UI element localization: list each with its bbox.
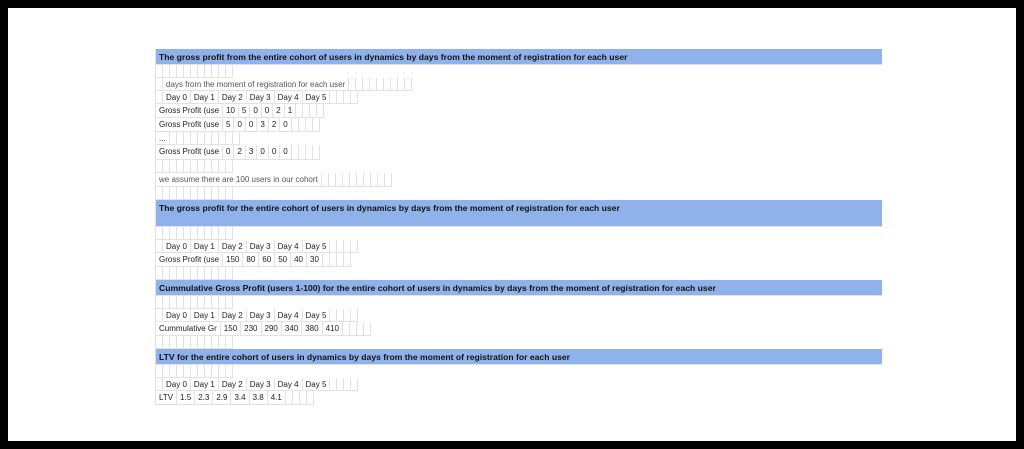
data-row <box>156 118 882 132</box>
sheet-cell[interactable] <box>198 65 205 78</box>
sheet-cell[interactable] <box>384 78 391 91</box>
section-title[interactable]: The gross profit from the entire cohort of users in dynamics by days from the moment of registration for each user <box>156 49 882 65</box>
sheet-cell[interactable] <box>205 227 212 240</box>
sheet-cell[interactable] <box>226 227 233 240</box>
sheet-cell[interactable] <box>337 253 344 267</box>
blank-row <box>156 296 882 309</box>
sheet-cell[interactable] <box>292 145 299 160</box>
sheet-cell[interactable] <box>317 104 324 118</box>
day-header-cell[interactable]: Day 3 <box>247 378 275 391</box>
sheet-cell[interactable] <box>156 309 163 322</box>
row-label[interactable]: Cummulative Gr <box>156 322 221 336</box>
sheet-cell[interactable] <box>184 336 191 349</box>
sheet-cell[interactable] <box>292 118 299 132</box>
value-cell[interactable]: 5 <box>223 118 234 132</box>
subheader-row <box>156 78 882 91</box>
sheet-cell[interactable] <box>163 365 170 378</box>
sheet-cell[interactable] <box>219 336 226 349</box>
blank-row <box>156 160 882 173</box>
value-cell[interactable] <box>205 132 212 145</box>
blank-row <box>156 65 882 78</box>
sheet-cell[interactable] <box>219 267 226 280</box>
sheet-cell[interactable] <box>226 267 233 280</box>
value-cell[interactable]: 340 <box>282 322 302 336</box>
sheet-cell[interactable] <box>405 78 412 91</box>
sheet-cell[interactable] <box>170 65 177 78</box>
sheet-cell[interactable] <box>212 336 219 349</box>
day-header-cell[interactable]: Day 2 <box>219 91 247 104</box>
sheet-cell[interactable] <box>170 160 177 173</box>
sheet-cell[interactable] <box>184 227 191 240</box>
value-cell[interactable]: 60 <box>259 253 275 267</box>
sheet-cell[interactable] <box>198 296 205 309</box>
sheet-cell[interactable] <box>226 160 233 173</box>
sheet-cell[interactable] <box>219 65 226 78</box>
sheet-cell[interactable] <box>377 78 384 91</box>
day-header-cell[interactable]: Day 5 <box>303 378 331 391</box>
value-cell[interactable]: 40 <box>291 253 307 267</box>
day-header-cell[interactable]: Day 4 <box>275 240 303 253</box>
sheet-cell[interactable] <box>307 391 314 405</box>
sheet-cell[interactable] <box>356 78 363 91</box>
sheet-cell[interactable] <box>212 187 219 200</box>
row-label[interactable]: ... <box>156 132 170 145</box>
sheet-cell[interactable] <box>212 227 219 240</box>
sheet-cell[interactable] <box>177 227 184 240</box>
data-row <box>156 104 882 118</box>
value-cell[interactable]: 2 <box>234 145 245 160</box>
day-header-cell[interactable]: Day 5 <box>303 309 331 322</box>
sheet-cell[interactable] <box>219 227 226 240</box>
sheet-cell[interactable] <box>212 132 219 145</box>
value-cell[interactable]: 0 <box>262 104 273 118</box>
sheet-cell[interactable] <box>156 378 163 391</box>
row-label[interactable]: LTV <box>156 391 177 405</box>
day-header-cell[interactable]: Day 3 <box>247 240 275 253</box>
sheet-cell[interactable] <box>191 267 198 280</box>
sheet-cell[interactable] <box>198 187 205 200</box>
sheet-cell[interactable] <box>177 65 184 78</box>
sheet-cell[interactable] <box>156 296 163 309</box>
sheet-cell[interactable] <box>344 240 351 253</box>
sheet-cell[interactable] <box>212 296 219 309</box>
sheet-cell[interactable] <box>286 391 293 405</box>
sheet-cell[interactable] <box>391 78 398 91</box>
day-header-row <box>156 309 882 322</box>
day-header-row <box>156 378 882 391</box>
sheet-cell[interactable] <box>184 267 191 280</box>
section-title-row <box>156 349 882 365</box>
sheet-cell[interactable] <box>329 173 336 187</box>
note-text[interactable]: we assume there are 100 users in our cohort <box>156 173 322 187</box>
value-cell[interactable]: 30 <box>307 253 323 267</box>
value-cell[interactable]: 1.5 <box>177 391 195 405</box>
value-cell[interactable]: 3.4 <box>231 391 249 405</box>
value-cell[interactable]: 0 <box>257 145 268 160</box>
section-title[interactable]: The gross profit for the entire cohort of users in dynamics by days from the moment of registration for each user <box>156 200 882 227</box>
sheet-cell[interactable] <box>156 336 163 349</box>
sheet-cell[interactable] <box>299 145 306 160</box>
sheet-cell[interactable] <box>219 296 226 309</box>
value-cell[interactable]: 2.3 <box>195 391 213 405</box>
value-cell[interactable]: 0 <box>234 118 245 132</box>
day-header-cell[interactable]: Day 5 <box>303 91 331 104</box>
value-cell[interactable]: 0 <box>269 145 280 160</box>
sheet-cell[interactable] <box>351 378 358 391</box>
sheet-cell[interactable] <box>156 227 163 240</box>
sheet-cell[interactable] <box>349 78 356 91</box>
sheet-cell[interactable] <box>205 365 212 378</box>
sheet-cell[interactable] <box>398 78 405 91</box>
value-cell[interactable]: 230 <box>241 322 261 336</box>
sheet-cell[interactable] <box>205 65 212 78</box>
sheet-cell[interactable] <box>184 187 191 200</box>
sheet-cell[interactable] <box>198 365 205 378</box>
value-cell[interactable]: 2 <box>269 118 280 132</box>
sheet-cell[interactable] <box>350 173 357 187</box>
row-label[interactable]: Gross Profit (use <box>156 145 223 160</box>
day-header-cell[interactable]: Day 0 <box>163 309 191 322</box>
sheet-cell[interactable] <box>337 309 344 322</box>
day-header-cell[interactable]: Day 2 <box>219 378 247 391</box>
sheet-cell[interactable] <box>170 336 177 349</box>
row-label[interactable]: Gross Profit (use <box>156 253 223 267</box>
blank-row <box>156 267 882 280</box>
sheet-cell[interactable] <box>306 145 313 160</box>
day-header-cell[interactable]: Day 2 <box>219 309 247 322</box>
sheet-cell[interactable] <box>205 160 212 173</box>
day-header-cell[interactable]: Day 4 <box>275 91 303 104</box>
sheet-cell[interactable] <box>205 187 212 200</box>
value-cell[interactable]: 0 <box>280 145 291 160</box>
value-cell[interactable]: 290 <box>262 322 282 336</box>
value-cell[interactable] <box>184 132 191 145</box>
sheet-cell[interactable] <box>212 65 219 78</box>
blank-row <box>156 365 882 378</box>
sheet-cell[interactable] <box>296 104 303 118</box>
value-cell[interactable]: 0 <box>280 118 291 132</box>
spreadsheet-sheet <box>8 8 1016 441</box>
day-header-cell[interactable]: Day 3 <box>247 309 275 322</box>
sheet-cell[interactable] <box>191 336 198 349</box>
sheet-cell[interactable] <box>344 253 351 267</box>
sheet-cell[interactable] <box>357 322 364 336</box>
sheet-cell[interactable] <box>344 309 351 322</box>
sheet-cell[interactable] <box>170 227 177 240</box>
day-header-row <box>156 91 882 104</box>
value-cell[interactable]: 0 <box>246 118 257 132</box>
sheet-cell[interactable] <box>170 267 177 280</box>
day-header-cell[interactable]: Day 0 <box>163 378 191 391</box>
sheet-cell[interactable] <box>205 336 212 349</box>
day-header-cell[interactable]: Day 3 <box>247 91 275 104</box>
sheet-cell[interactable] <box>363 78 370 91</box>
value-cell[interactable] <box>198 132 205 145</box>
day-header-cell[interactable]: Day 1 <box>191 309 219 322</box>
spreadsheet-grid <box>155 49 882 405</box>
sheet-cell[interactable] <box>233 132 240 145</box>
sheet-cell[interactable] <box>350 322 357 336</box>
sheet-cell[interactable] <box>378 173 385 187</box>
sheet-cell[interactable] <box>184 65 191 78</box>
sheet-cell[interactable] <box>357 173 364 187</box>
sheet-cell[interactable] <box>163 267 170 280</box>
blank-row <box>156 187 882 200</box>
sheet-cell[interactable] <box>337 240 344 253</box>
sheet-cell[interactable] <box>156 65 163 78</box>
sheet-cell[interactable] <box>177 296 184 309</box>
sheet-cell[interactable] <box>300 391 307 405</box>
value-cell[interactable]: 3 <box>246 145 257 160</box>
sheet-cell[interactable] <box>330 378 337 391</box>
sheet-cell[interactable] <box>191 65 198 78</box>
sheet-cell[interactable] <box>198 267 205 280</box>
data-row <box>156 322 882 336</box>
sheet-cell[interactable] <box>177 365 184 378</box>
value-cell[interactable] <box>170 132 177 145</box>
sheet-cell[interactable] <box>191 365 198 378</box>
sheet-cell[interactable] <box>343 322 350 336</box>
sheet-cell[interactable] <box>184 365 191 378</box>
sheet-cell[interactable] <box>330 309 337 322</box>
sheet-cell[interactable] <box>191 187 198 200</box>
sheet-cell[interactable] <box>156 267 163 280</box>
section-title-row <box>156 200 882 227</box>
sheet-cell[interactable] <box>156 78 163 91</box>
sheet-cell[interactable] <box>156 240 163 253</box>
sheet-cell[interactable] <box>170 365 177 378</box>
sheet-cell[interactable] <box>198 227 205 240</box>
sheet-cell[interactable] <box>303 104 310 118</box>
row-label[interactable]: Gross Profit (use <box>156 118 223 132</box>
sheet-cell[interactable] <box>371 173 378 187</box>
sheet-cell[interactable] <box>219 365 226 378</box>
sheet-cell[interactable] <box>156 365 163 378</box>
value-cell[interactable]: 150 <box>221 322 241 336</box>
sheet-cell[interactable] <box>330 91 337 104</box>
sheet-cell[interactable] <box>156 187 163 200</box>
sheet-cell[interactable] <box>163 160 170 173</box>
sheet-cell[interactable] <box>205 296 212 309</box>
day-header-row <box>156 240 882 253</box>
data-row <box>156 145 882 160</box>
sheet-cell[interactable] <box>170 187 177 200</box>
value-cell[interactable]: 80 <box>243 253 259 267</box>
sheet-cell[interactable] <box>322 173 329 187</box>
sheet-cell[interactable] <box>156 160 163 173</box>
sheet-cell[interactable] <box>163 65 170 78</box>
day-header-cell[interactable]: Day 1 <box>191 240 219 253</box>
day-header-cell[interactable]: Day 4 <box>275 378 303 391</box>
sheet-cell[interactable] <box>191 296 198 309</box>
value-cell[interactable]: 410 <box>323 322 343 336</box>
sheet-cell[interactable] <box>184 296 191 309</box>
value-cell[interactable] <box>191 132 198 145</box>
sheet-cell[interactable] <box>177 160 184 173</box>
sheet-cell[interactable] <box>163 336 170 349</box>
value-cell[interactable]: 3 <box>257 118 268 132</box>
sheet-cell[interactable] <box>336 173 343 187</box>
sheet-cell[interactable] <box>177 187 184 200</box>
value-cell[interactable]: 10 <box>223 104 239 118</box>
sheet-cell[interactable] <box>313 118 320 132</box>
sheet-cell[interactable] <box>226 187 233 200</box>
sheet-cell[interactable] <box>191 227 198 240</box>
value-cell[interactable]: 0 <box>223 145 234 160</box>
data-row <box>156 391 882 405</box>
day-header-cell[interactable]: Day 2 <box>219 240 247 253</box>
value-cell[interactable]: 0 <box>250 104 261 118</box>
sheet-cell[interactable] <box>337 378 344 391</box>
day-header-cell[interactable]: Day 0 <box>163 240 191 253</box>
value-cell[interactable]: 2.9 <box>213 391 231 405</box>
day-header-cell[interactable]: Day 5 <box>303 240 331 253</box>
blank-row <box>156 227 882 240</box>
sheet-cell[interactable] <box>293 391 300 405</box>
sheet-cell[interactable] <box>344 91 351 104</box>
sheet-cell[interactable] <box>219 132 226 145</box>
sheet-cell[interactable] <box>344 378 351 391</box>
sheet-cell[interactable] <box>337 91 344 104</box>
value-cell[interactable]: 3.8 <box>250 391 268 405</box>
sheet-cell[interactable] <box>219 160 226 173</box>
section-title[interactable]: LTV for the entire cohort of users in dynamics by days from the moment of registration for each user <box>156 349 882 365</box>
sheet-cell[interactable] <box>198 336 205 349</box>
sheet-cell[interactable] <box>184 160 191 173</box>
sheet-cell[interactable] <box>177 336 184 349</box>
section-title-row <box>156 49 882 65</box>
sheet-cell[interactable] <box>163 187 170 200</box>
sheet-cell[interactable] <box>163 227 170 240</box>
sheet-cell[interactable] <box>163 296 170 309</box>
day-header-cell[interactable]: Day 4 <box>275 309 303 322</box>
sheet-cell[interactable] <box>226 132 233 145</box>
value-cell[interactable]: 4.1 <box>268 391 286 405</box>
data-row <box>156 253 882 267</box>
sheet-cell[interactable] <box>226 65 233 78</box>
sheet-cell[interactable] <box>170 296 177 309</box>
data-row <box>156 132 882 145</box>
sheet-cell[interactable] <box>351 240 358 253</box>
sheet-cell[interactable] <box>226 296 233 309</box>
sheet-cell[interactable] <box>343 173 350 187</box>
sheet-cell[interactable] <box>370 78 377 91</box>
sheet-cell[interactable] <box>212 365 219 378</box>
sheet-cell[interactable] <box>313 145 320 160</box>
day-header-cell[interactable]: Day 0 <box>163 91 191 104</box>
sheet-cell[interactable] <box>323 253 330 267</box>
value-cell[interactable]: 50 <box>275 253 291 267</box>
sheet-cell[interactable] <box>310 104 317 118</box>
sheet-cell[interactable] <box>330 253 337 267</box>
sheet-cell[interactable] <box>364 173 371 187</box>
sheet-cell[interactable] <box>364 322 371 336</box>
day-header-cell[interactable]: Day 1 <box>191 91 219 104</box>
sheet-cell[interactable] <box>351 91 358 104</box>
sheet-cell[interactable] <box>191 160 198 173</box>
day-header-cell[interactable]: Day 1 <box>191 378 219 391</box>
value-cell[interactable]: 380 <box>302 322 322 336</box>
value-cell[interactable]: 150 <box>223 253 243 267</box>
sheet-cell[interactable] <box>306 118 313 132</box>
sheet-cell[interactable] <box>330 240 337 253</box>
sheet-cell[interactable] <box>385 173 392 187</box>
blank-row <box>156 336 882 349</box>
value-cell[interactable] <box>177 132 184 145</box>
sheet-cell[interactable] <box>299 118 306 132</box>
section-title-row <box>156 280 882 296</box>
sheet-cell[interactable] <box>177 267 184 280</box>
sheet-cell[interactable] <box>205 267 212 280</box>
row-label[interactable]: Gross Profit (use <box>156 104 223 118</box>
note-row <box>156 173 882 187</box>
sheet-cell[interactable] <box>226 336 233 349</box>
sheet-cell[interactable] <box>156 91 163 104</box>
value-cell[interactable]: 2 <box>273 104 284 118</box>
sheet-cell[interactable] <box>226 365 233 378</box>
sheet-cell[interactable] <box>351 309 358 322</box>
value-cell[interactable]: 1 <box>285 104 296 118</box>
value-cell[interactable]: 5 <box>239 104 250 118</box>
section-title[interactable]: Cummulative Gross Profit (users 1-100) for the entire cohort of users in dynamics by days from the moment of registration for each user <box>156 280 882 296</box>
sheet-cell[interactable] <box>198 160 205 173</box>
subheader-label[interactable]: days from the moment of registration for each user <box>163 78 349 91</box>
sheet-cell[interactable] <box>212 267 219 280</box>
sheet-cell[interactable] <box>212 160 219 173</box>
sheet-cell[interactable] <box>219 187 226 200</box>
